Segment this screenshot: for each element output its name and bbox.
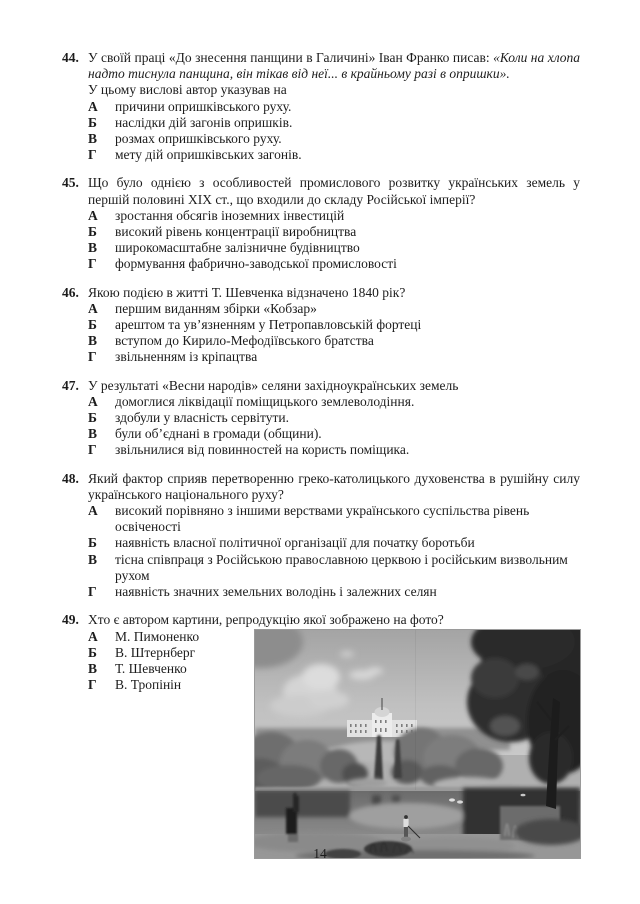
option-text: домоглися ліквідації поміщицького землеволодіння. — [115, 393, 415, 409]
question-text: Якою подією в житті Т. Шевченка відзначено 1840 рік? — [88, 284, 406, 300]
option-letter: А — [88, 503, 98, 519]
option-letter: А — [88, 300, 98, 316]
option-letter: В — [88, 660, 98, 676]
question-number: 49. — [62, 612, 79, 628]
option-letter: Б — [88, 644, 97, 660]
question-text — [88, 50, 580, 82]
option-letter: Б — [88, 224, 97, 240]
option-letter: В — [88, 333, 98, 349]
option-letter: В — [88, 240, 98, 256]
option-text: зростання обсягів іноземних інвестицій — [115, 207, 345, 223]
question-49 — [62, 612, 580, 862]
option-text: вступом до Кирило-Мефодіївського братства — [115, 333, 374, 349]
options-list — [88, 503, 580, 600]
painting-photo — [255, 630, 580, 858]
option-row — [88, 99, 580, 115]
option-text: тісна співпраця з Російською православною церквою і російським визвольним рухом — [115, 551, 568, 583]
painting-photo-art — [255, 630, 580, 858]
question-number: 48. — [62, 470, 79, 486]
option-letter: Г — [88, 584, 97, 600]
option-row — [88, 131, 580, 147]
question-number: 47. — [62, 377, 79, 393]
option-letter: В — [88, 551, 98, 567]
option-text: В. Тропінін — [115, 677, 182, 693]
option-letter: Г — [88, 147, 97, 163]
option-text: М. Пимоненко — [115, 628, 200, 644]
page-number: 14 — [313, 846, 327, 861]
option-row — [88, 535, 580, 551]
option-letter: А — [88, 628, 98, 644]
option-letter: Б — [88, 535, 97, 551]
option-text: наявність значних земельних володінь і залежних селян — [115, 584, 437, 600]
question-number: 44. — [62, 50, 79, 65]
option-text: звільненням із кріпацтва — [115, 349, 258, 365]
options-list — [88, 394, 580, 459]
options-list — [88, 301, 580, 366]
question-tail: У цьому вислові автор указував на — [88, 82, 287, 98]
option-text: мету дій опришківських загонів. — [115, 147, 302, 163]
option-row — [88, 584, 580, 600]
option-letter: Б — [88, 317, 97, 333]
question-text: Який фактор сприяв перетворенню греко-католицького духовенства в рушійну силу українського національного руху? — [88, 470, 580, 502]
option-letter: А — [88, 207, 98, 223]
question-text: У результаті «Весни народів» селяни західноукраїнських земель — [88, 377, 459, 393]
option-text: наслідки дій загонів опришків. — [115, 114, 293, 130]
option-text: наявність власної політичної організації для початку боротьби — [115, 535, 475, 551]
option-letter: Г — [88, 677, 97, 693]
option-row — [88, 224, 580, 240]
option-letter: Г — [88, 442, 97, 458]
question-number: 46. — [62, 284, 79, 300]
option-letter: Г — [88, 256, 97, 272]
option-row — [88, 301, 580, 317]
option-letter: Б — [88, 410, 97, 426]
option-text: арештом та ув’язненням у Петропавловській фортеці — [115, 317, 422, 333]
question-47 — [62, 378, 580, 459]
option-text: високий рівень концентрації виробництва — [115, 224, 357, 240]
option-row — [88, 256, 580, 272]
option-row — [88, 349, 580, 365]
question-46 — [62, 285, 580, 366]
option-letter: А — [88, 393, 98, 409]
question-48 — [62, 471, 580, 601]
option-text: здобули у власність сервітути. — [115, 410, 289, 426]
option-text: формування фабрично-заводської промисловості — [115, 256, 397, 272]
option-row — [88, 426, 580, 442]
option-row — [88, 240, 580, 256]
option-text: розмах опришківського руху. — [115, 131, 282, 147]
option-row — [88, 147, 580, 163]
option-text: В. Штернберг — [115, 644, 196, 660]
option-letter: В — [88, 426, 98, 442]
question-45 — [62, 175, 580, 272]
question-lead: У своїй праці «До знесення панщини в Галичині» Іван Франко писав: — [88, 50, 494, 65]
option-row — [88, 552, 580, 584]
option-text: були об’єднані в громади (общини). — [115, 426, 322, 442]
option-letter: В — [88, 131, 98, 147]
questions-column — [62, 50, 580, 874]
option-letter: Б — [88, 114, 97, 130]
option-row — [88, 503, 580, 535]
option-row — [88, 115, 580, 131]
option-row — [88, 333, 580, 349]
question-quote: «Коли на хлопа надто тиснула панщина, він тікав від неї... в крайньому разі в опришки». — [88, 50, 580, 82]
option-letter: А — [88, 98, 98, 114]
option-letter: Г — [88, 349, 97, 365]
option-row — [88, 208, 580, 224]
option-text: Т. Шевченко — [115, 660, 187, 676]
question-text: Хто є автором картини, репродукцію якої зображено на фото? — [88, 612, 444, 628]
options-list — [88, 99, 580, 164]
option-row — [88, 410, 580, 426]
option-text: причини опришківського руху. — [115, 98, 292, 114]
question-text: Що було однією з особливостей промислового розвитку українських земель у першій половині XIX ст., що входили до складу Російської імперії? — [88, 175, 580, 207]
option-text: першим виданням збірки «Кобзар» — [115, 300, 317, 316]
option-row — [88, 394, 580, 410]
option-row — [88, 442, 580, 458]
question-44 — [62, 50, 580, 163]
option-text: широкомасштабне залізничне будівництво — [115, 240, 360, 256]
option-text: високий порівняно з іншими верствами українського суспільства рівень освіченості — [115, 503, 530, 535]
question-number: 45. — [62, 175, 79, 191]
option-text: звільнилися від повинностей на користь поміщика. — [115, 442, 410, 458]
option-row — [88, 317, 580, 333]
options-list — [88, 208, 580, 273]
